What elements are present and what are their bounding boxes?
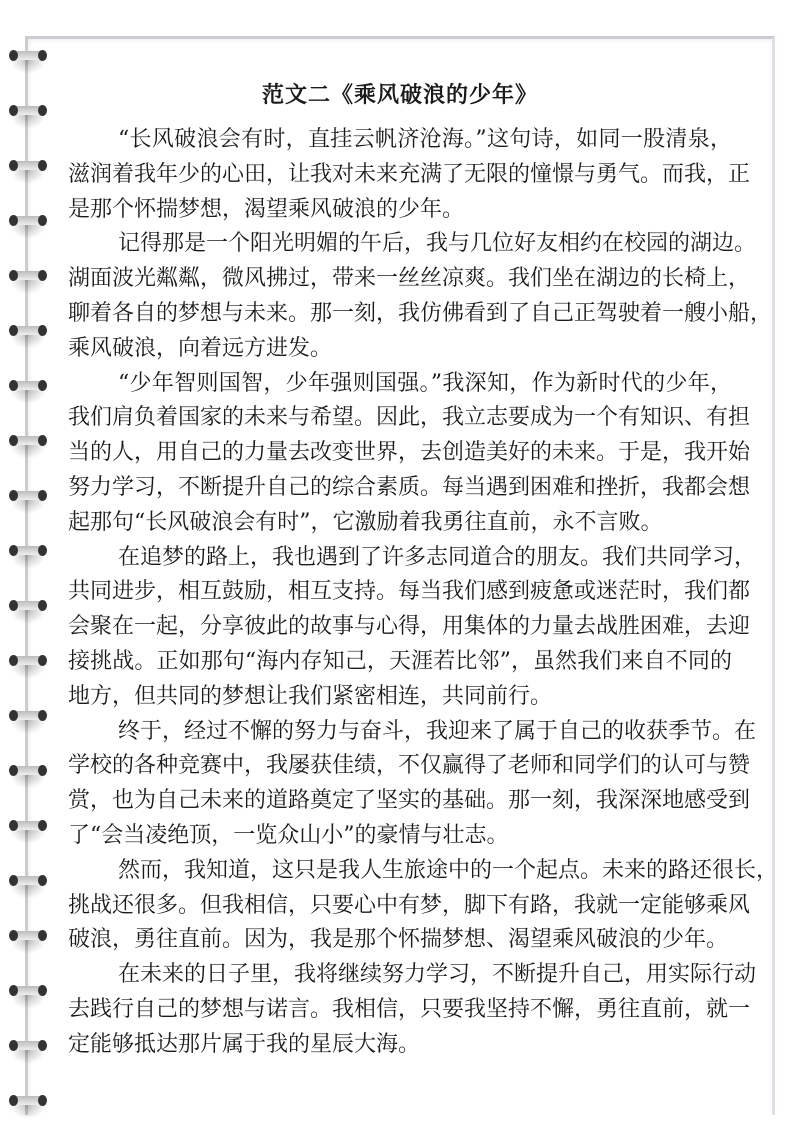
text-line: 定能够抵达那片属于我的星辰大海。 (68, 1031, 421, 1057)
text-line: 当的人，用自己的力量去改变世界，去创造美好的未来。于是，我开始 (68, 440, 751, 466)
paragraph (68, 958, 757, 1062)
text-line: 乘风破浪，向着远方进发。 (68, 335, 333, 361)
binder-ring-icon (6, 1036, 50, 1058)
binder-ring-icon (6, 431, 50, 453)
essay-body (68, 123, 779, 1063)
binder-ring-icon (6, 1091, 50, 1113)
binder-ring-icon (6, 211, 50, 233)
text-line: “长风破浪会有时，直挂云帆济沧海。”这句诗，如同一股清泉， (118, 127, 732, 152)
binder-ring-icon (6, 926, 50, 948)
paragraph (68, 715, 757, 854)
paragraph (68, 854, 779, 958)
binder-ring-icon (6, 871, 50, 893)
paragraph (68, 541, 757, 715)
text-line: 记得那是一个阳光明媚的午后，我与几位好友相约在校园的湖边。 (118, 231, 757, 257)
text-line: 共同进步，相互鼓励，相互支持。每当我们感到疲惫或迷茫时，我们都 (68, 579, 751, 605)
essay-title: 范文二《乘风破浪的少年》 (261, 82, 538, 108)
binder-ring-icon (6, 486, 50, 508)
text-line: 在未来的日子里，我将继续努力学习，不断提升自己，用实际行动 (118, 962, 757, 988)
text-line: 在追梦的路上，我也遇到了许多志同道合的朋友。我们共同学习， (118, 544, 757, 570)
binder-ring-icon (6, 596, 50, 618)
paragraph (68, 123, 751, 227)
text-line: 地方，但共同的梦想让我们紧密相连，共同前行。 (68, 683, 553, 709)
text-line: 然而，我知道，这只是我人生旅途中的一个起点。未来的路还很长， (118, 857, 779, 883)
text-line: 了“会当凌绝顶，一览众山小”的豪情与壮志。 (68, 822, 509, 848)
binder-ring-icon (6, 981, 50, 1003)
text-line: 努力学习，不断提升自己的综合素质。每当遇到困难和挫折，我都会想 (68, 474, 751, 500)
binder-ring-icon (6, 816, 50, 838)
paragraph (68, 227, 773, 366)
binder-ring-icon (6, 706, 50, 728)
text-line: 滋润着我年少的心田，让我对未来充满了无限的憧憬与勇气。而我，正 (68, 161, 751, 187)
text-line: 赏，也为自己未来的道路奠定了坚实的基础。那一刻，我深深地感受到 (68, 788, 751, 814)
text-line: 聊着各自的梦想与未来。那一刻，我仿佛看到了自己正驾驶着一艘小船， (68, 300, 773, 326)
text-line: 会聚在一起，分享彼此的故事与心得，用集体的力量去战胜困难，去迎 (68, 614, 751, 640)
text-line: 是那个怀揣梦想，渴望乘风破浪的少年。 (68, 196, 465, 222)
text-line: 接挑战。正如那句“海内存知己，天涯若比邻”，虽然我们来自不同的 (68, 648, 732, 674)
text-line: 终于，经过不懈的努力与奋斗，我迎来了属于自己的收获季节。在 (118, 718, 757, 744)
text-line: “少年智则国智，少年强则国强。”我深知，作为新时代的少年， (118, 370, 732, 396)
text-line: 去践行自己的梦想与诺言。我相信，只要我坚持不懈，勇往直前，就一 (68, 996, 751, 1022)
paragraph (68, 367, 751, 541)
binder-ring-icon (6, 321, 50, 343)
text-line: 起那句“长风破浪会有时”，它激励着我勇往直前，永不言败。 (68, 509, 663, 535)
binder-ring-icon (6, 761, 50, 783)
text-line: 破浪，勇往直前。因为，我是那个怀揣梦想、渴望乘风破浪的少年。 (68, 927, 729, 953)
text-line: 湖面波光粼粼，微风拂过，带来一丝丝凉爽。我们坐在湖边的长椅上， (68, 266, 751, 292)
text-line: 学校的各种竞赛中，我屡获佳绩，不仅赢得了老师和同学们的认可与赞 (68, 753, 751, 779)
binder-ring-icon (6, 376, 50, 398)
binder-ring-icon (6, 651, 50, 673)
binder-ring-icon (6, 46, 50, 68)
binder-ring-icon (6, 156, 50, 178)
binder-ring-icon (6, 541, 50, 563)
binder-ring-icon (6, 266, 50, 288)
text-line: 挑战还很多。但我相信，只要心中有梦，脚下有路，我就一定能够乘风 (68, 892, 751, 918)
text-line: 我们肩负着国家的未来与希望。因此，我立志要成为一个有知识、有担 (68, 405, 751, 431)
